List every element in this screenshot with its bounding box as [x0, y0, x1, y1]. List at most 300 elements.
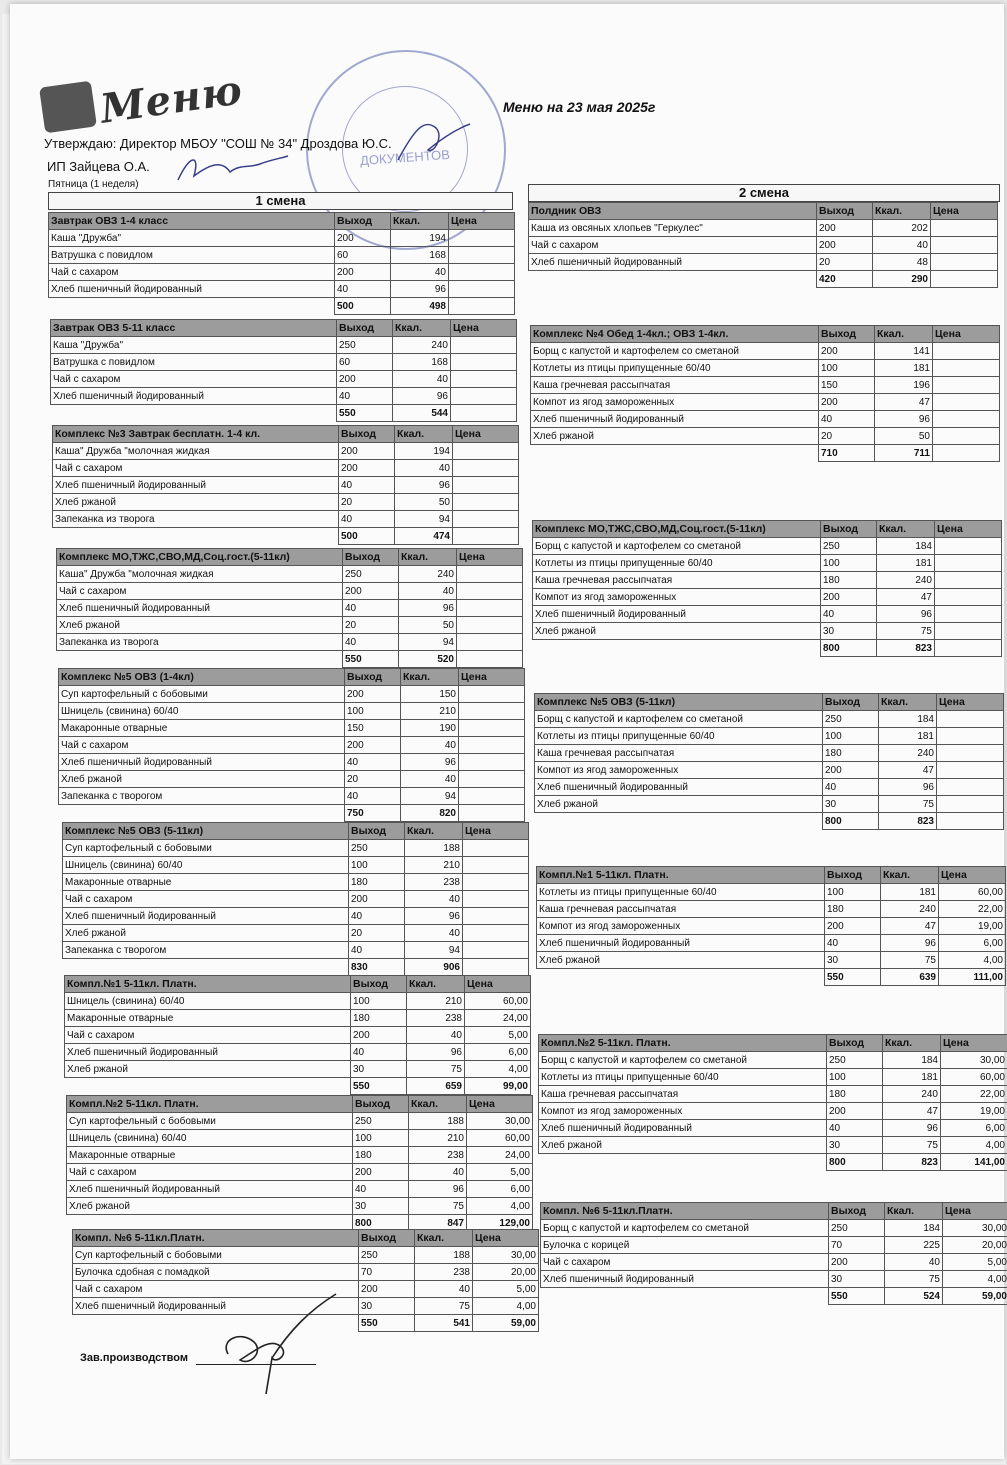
kcal-cell: 47	[875, 394, 933, 411]
table-row	[539, 1103, 1007, 1120]
price-cell	[931, 254, 998, 271]
total-portion: 500	[335, 298, 391, 315]
kcal-cell: 181	[881, 884, 939, 901]
column-header: Выход	[339, 426, 395, 443]
portion-cell: 150	[345, 720, 401, 737]
table-header-row	[539, 1035, 1007, 1052]
dish-name: Суп картофельный с бобовыми	[73, 1247, 359, 1264]
table-title: Комплекс №5 ОВЗ (5-11кл)	[535, 694, 823, 711]
table-row	[533, 555, 1002, 572]
total-price: 129,00	[467, 1215, 533, 1232]
shift2.tables.5-table	[538, 1034, 1007, 1171]
kcal-cell: 75	[883, 1137, 941, 1154]
table-row	[535, 762, 1004, 779]
total-kcal: 541	[415, 1315, 473, 1332]
kcal-cell: 40	[409, 1164, 467, 1181]
kcal-cell: 96	[399, 600, 457, 617]
price-cell: 6,00	[467, 1181, 533, 1198]
portion-cell: 100	[345, 703, 401, 720]
portion-cell: 200	[819, 394, 875, 411]
total-price	[453, 528, 519, 545]
price-cell: 6,00	[941, 1120, 1007, 1137]
kcal-cell: 40	[407, 1027, 465, 1044]
price-cell	[459, 686, 525, 703]
price-cell	[937, 711, 1004, 728]
table-row	[531, 360, 1000, 377]
column-header: Цена	[453, 426, 519, 443]
shift2.tables.2-table	[532, 520, 1002, 657]
total-kcal: 906	[405, 959, 463, 976]
dish-name: Борщ с капустой и картофелем со сметаной	[539, 1052, 827, 1069]
table-row	[59, 703, 525, 720]
total-portion: 420	[817, 271, 873, 288]
table-header-row	[533, 521, 1002, 538]
portion-cell: 30	[359, 1298, 415, 1315]
kcal-cell: 96	[879, 779, 937, 796]
total-spacer	[535, 813, 823, 830]
price-cell	[457, 583, 523, 600]
total-spacer	[529, 271, 817, 288]
column-header: Цена	[449, 213, 515, 230]
portion-cell: 100	[827, 1069, 883, 1086]
price-cell	[451, 337, 517, 354]
portion-cell: 40	[351, 1044, 407, 1061]
dish-name: Компот из ягод замороженных	[531, 394, 819, 411]
dish-name: Булочка с корицей	[541, 1237, 829, 1254]
dish-name: Каша" Дружба "молочная жидкая	[53, 443, 339, 460]
portion-cell: 180	[353, 1147, 409, 1164]
kcal-cell: 188	[415, 1247, 473, 1264]
price-cell	[935, 555, 1002, 572]
kcal-cell: 75	[409, 1198, 467, 1215]
kcal-cell: 50	[875, 428, 933, 445]
stamp-signature	[394, 110, 474, 170]
column-header: Выход	[819, 326, 875, 343]
price-cell	[937, 728, 1004, 745]
kcal-cell: 96	[409, 1181, 467, 1198]
price-cell	[457, 617, 523, 634]
kcal-cell: 210	[405, 857, 463, 874]
portion-cell: 180	[827, 1086, 883, 1103]
column-header: Выход	[359, 1230, 415, 1247]
total-row	[59, 805, 525, 822]
table-title: Комплекс №3 Завтрак бесплатн. 1-4 кл.	[53, 426, 339, 443]
kcal-cell: 40	[405, 891, 463, 908]
table-row	[67, 1113, 533, 1130]
dish-name: Чай с сахаром	[49, 264, 335, 281]
table-row	[529, 220, 998, 237]
total-spacer	[57, 651, 343, 668]
column-header: Ккал.	[873, 203, 931, 220]
table-title: Компл.№2 5-11кл. Платн.	[539, 1035, 827, 1052]
table-row	[51, 371, 517, 388]
total-spacer	[53, 528, 339, 545]
column-header: Ккал.	[395, 426, 453, 443]
shift1-header: 1 смена	[48, 192, 513, 210]
price-cell	[457, 600, 523, 617]
table-row	[537, 935, 1006, 952]
total-kcal: 823	[883, 1154, 941, 1171]
price-cell: 30,00	[941, 1052, 1007, 1069]
portion-cell: 40	[821, 606, 877, 623]
portion-cell: 200	[359, 1281, 415, 1298]
kcal-cell: 94	[395, 511, 453, 528]
table-row	[49, 247, 515, 264]
total-kcal: 498	[391, 298, 449, 315]
price-cell	[933, 428, 1000, 445]
dish-name: Каша гречневая рассыпчатая	[535, 745, 823, 762]
portion-cell: 200	[345, 686, 401, 703]
total-portion: 550	[829, 1288, 885, 1305]
kcal-cell: 96	[395, 477, 453, 494]
total-row	[539, 1154, 1007, 1171]
kcal-cell: 141	[875, 343, 933, 360]
shift2.tables.3-table	[534, 693, 1004, 830]
kcal-cell: 96	[881, 935, 939, 952]
kcal-cell: 75	[885, 1271, 943, 1288]
table-row	[53, 511, 519, 528]
portion-cell: 180	[821, 572, 877, 589]
column-header: Цена	[465, 976, 531, 993]
table-row	[49, 230, 515, 247]
portion-cell: 40	[353, 1181, 409, 1198]
dish-name: Каша из овсяных хлопьев "Геркулес"	[529, 220, 817, 237]
column-header: Цена	[939, 867, 1006, 884]
shift1.tables.7-table	[66, 1095, 533, 1232]
price-cell	[935, 623, 1002, 640]
total-portion: 550	[351, 1078, 407, 1095]
table-row	[533, 538, 1002, 555]
table-row	[59, 754, 525, 771]
kcal-cell: 40	[399, 583, 457, 600]
kcal-cell: 94	[401, 788, 459, 805]
portion-cell: 180	[825, 901, 881, 918]
table-row	[531, 428, 1000, 445]
table-row	[531, 394, 1000, 411]
table-header-row	[73, 1230, 539, 1247]
column-header: Цена	[473, 1230, 539, 1247]
kcal-cell: 40	[395, 460, 453, 477]
kcal-cell: 150	[401, 686, 459, 703]
portion-cell: 200	[817, 220, 873, 237]
kcal-cell: 188	[409, 1113, 467, 1130]
dish-name: Запеканка из творога	[53, 511, 339, 528]
table-row	[59, 737, 525, 754]
total-portion: 750	[345, 805, 401, 822]
price-cell	[453, 460, 519, 477]
table-row	[65, 1010, 531, 1027]
table-row	[531, 343, 1000, 360]
price-cell: 4,00	[939, 952, 1006, 969]
portion-cell: 200	[337, 371, 393, 388]
total-row	[535, 813, 1004, 830]
table-row	[51, 337, 517, 354]
price-cell	[449, 281, 515, 298]
kcal-cell: 238	[405, 874, 463, 891]
dish-name: Хлеб ржаной	[533, 623, 821, 640]
price-cell: 30,00	[473, 1247, 539, 1264]
total-price	[451, 405, 517, 422]
price-cell: 60,00	[465, 993, 531, 1010]
portion-cell: 250	[353, 1113, 409, 1130]
column-header: Цена	[941, 1035, 1007, 1052]
dish-name: Компот из ягод замороженных	[535, 762, 823, 779]
price-cell	[937, 779, 1004, 796]
total-row	[49, 298, 515, 315]
table-title: Комплекс №5 ОВЗ (5-11кл)	[63, 823, 349, 840]
portion-cell: 40	[337, 388, 393, 405]
price-cell	[459, 720, 525, 737]
table-row	[65, 1061, 531, 1078]
portion-cell: 40	[339, 511, 395, 528]
dish-name: Чай с сахаром	[53, 460, 339, 477]
table-row	[51, 388, 517, 405]
portion-cell: 250	[823, 711, 879, 728]
total-kcal: 520	[399, 651, 457, 668]
total-spacer	[541, 1288, 829, 1305]
portion-cell: 200	[353, 1164, 409, 1181]
portion-cell: 200	[823, 762, 879, 779]
kcal-cell: 184	[877, 538, 935, 555]
table-row	[53, 443, 519, 460]
price-cell: 19,00	[941, 1103, 1007, 1120]
price-cell	[459, 788, 525, 805]
dish-name: Хлеб ржаной	[531, 428, 819, 445]
table-row	[63, 857, 529, 874]
price-cell	[935, 589, 1002, 606]
kcal-cell: 47	[879, 762, 937, 779]
column-header: Ккал.	[877, 521, 935, 538]
shift1.tables.3-table	[56, 548, 523, 668]
table-row	[533, 589, 1002, 606]
kcal-cell: 225	[885, 1237, 943, 1254]
table-row	[53, 494, 519, 511]
kcal-cell: 238	[415, 1264, 473, 1281]
table-row	[57, 583, 523, 600]
table-header-row	[59, 669, 525, 686]
price-cell	[451, 388, 517, 405]
dish-name: Чай с сахаром	[529, 237, 817, 254]
dish-name: Макаронные отварные	[65, 1010, 351, 1027]
total-kcal: 290	[873, 271, 931, 288]
dish-name: Суп картофельный с бобовыми	[59, 686, 345, 703]
dish-name: Каша гречневая рассыпчатая	[539, 1086, 827, 1103]
portion-cell: 100	[819, 360, 875, 377]
table-title: Комплекс №4 Обед 1-4кл.; ОВЗ 1-4кл.	[531, 326, 819, 343]
table-row	[539, 1069, 1007, 1086]
table-header-row	[49, 213, 515, 230]
dish-name: Котлеты из птицы припущенные 60/40	[531, 360, 819, 377]
column-header: Выход	[817, 203, 873, 220]
table-row	[541, 1254, 1007, 1271]
kcal-cell: 75	[881, 952, 939, 969]
total-price	[933, 445, 1000, 462]
dish-name: Чай с сахаром	[59, 737, 345, 754]
table-row	[63, 942, 529, 959]
dish-name: Хлеб пшеничный йодированный	[53, 477, 339, 494]
portion-cell: 20	[349, 925, 405, 942]
dish-name: Чай с сахаром	[57, 583, 343, 600]
table-title: Компл.№2 5-11кл. Платн.	[67, 1096, 353, 1113]
dish-name: Хлеб пшеничный йодированный	[539, 1120, 827, 1137]
dish-name: Хлеб пшеничный йодированный	[57, 600, 343, 617]
portion-cell: 70	[829, 1237, 885, 1254]
total-portion: 800	[353, 1215, 409, 1232]
dish-name: Каша "Дружба"	[51, 337, 337, 354]
kcal-cell: 181	[875, 360, 933, 377]
total-price	[937, 813, 1004, 830]
price-cell	[931, 237, 998, 254]
total-kcal: 711	[875, 445, 933, 462]
total-price	[935, 640, 1002, 657]
total-price: 59,00	[943, 1288, 1007, 1305]
dish-name: Чай с сахаром	[63, 891, 349, 908]
price-cell	[453, 511, 519, 528]
director-signature	[170, 146, 290, 192]
dish-name: Хлеб ржаной	[59, 771, 345, 788]
portion-cell: 180	[351, 1010, 407, 1027]
portion-cell: 30	[827, 1137, 883, 1154]
kcal-cell: 184	[885, 1220, 943, 1237]
portion-cell: 200	[339, 460, 395, 477]
table-title: Компл.№1 5-11кл. Платн.	[537, 867, 825, 884]
portion-cell: 100	[353, 1130, 409, 1147]
kcal-cell: 40	[405, 925, 463, 942]
price-cell: 22,00	[941, 1086, 1007, 1103]
total-kcal: 823	[877, 640, 935, 657]
portion-cell: 60	[335, 247, 391, 264]
table-title: Компл. №6 5-11кл.Платн.	[73, 1230, 359, 1247]
dish-name: Хлеб пшеничный йодированный	[65, 1044, 351, 1061]
table-row	[535, 745, 1004, 762]
portion-cell: 30	[823, 796, 879, 813]
column-header: Ккал.	[401, 669, 459, 686]
total-portion: 830	[349, 959, 405, 976]
dish-name: Ватрушка с повидлом	[51, 354, 337, 371]
portion-cell: 40	[819, 411, 875, 428]
dish-name: Каша гречневая рассыпчатая	[531, 377, 819, 394]
dish-name: Запеканка с творогом	[63, 942, 349, 959]
dish-name: Хлеб ржаной	[63, 925, 349, 942]
table-header-row	[535, 694, 1004, 711]
table-row	[59, 686, 525, 703]
table-row	[57, 617, 523, 634]
table-row	[65, 1044, 531, 1061]
table-header-row	[51, 320, 517, 337]
table-row	[67, 1198, 533, 1215]
price-cell	[463, 857, 529, 874]
kcal-cell: 40	[401, 737, 459, 754]
dish-name: Запеканка из творога	[57, 634, 343, 651]
price-cell	[459, 703, 525, 720]
dish-name: Каша гречневая рассыпчатая	[533, 572, 821, 589]
kcal-cell: 240	[883, 1086, 941, 1103]
portion-cell: 70	[359, 1264, 415, 1281]
table-header-row	[65, 976, 531, 993]
total-kcal: 639	[881, 969, 939, 986]
total-row	[53, 528, 519, 545]
portion-cell: 200	[335, 230, 391, 247]
kcal-cell: 75	[407, 1061, 465, 1078]
table-header-row	[529, 203, 998, 220]
total-price	[449, 298, 515, 315]
total-kcal: 659	[407, 1078, 465, 1095]
total-row	[63, 959, 529, 976]
dish-name: Хлеб пшеничный йодированный	[49, 281, 335, 298]
table-row	[63, 840, 529, 857]
total-portion: 800	[827, 1154, 883, 1171]
kcal-cell: 47	[881, 918, 939, 935]
kcal-cell: 47	[883, 1103, 941, 1120]
total-spacer	[59, 805, 345, 822]
dish-name: Хлеб ржаной	[53, 494, 339, 511]
table-row	[49, 281, 515, 298]
kcal-cell: 202	[873, 220, 931, 237]
column-header: Ккал.	[415, 1230, 473, 1247]
dish-name: Шницель (свинина) 60/40	[63, 857, 349, 874]
dish-name: Макаронные отварные	[59, 720, 345, 737]
price-cell	[463, 925, 529, 942]
dish-name: Макаронные отварные	[67, 1147, 353, 1164]
kcal-cell: 96	[401, 754, 459, 771]
table-row	[67, 1130, 533, 1147]
total-kcal: 847	[409, 1215, 467, 1232]
price-cell: 4,00	[943, 1271, 1007, 1288]
total-portion: 710	[819, 445, 875, 462]
table-row	[53, 460, 519, 477]
shift1.tables.2-table	[52, 425, 519, 545]
portion-cell: 60	[337, 354, 393, 371]
total-price	[463, 959, 529, 976]
total-price	[931, 271, 998, 288]
kcal-cell: 168	[391, 247, 449, 264]
table-row	[537, 901, 1006, 918]
table-header-row	[67, 1096, 533, 1113]
table-row	[73, 1264, 539, 1281]
price-cell	[457, 634, 523, 651]
total-portion: 800	[821, 640, 877, 657]
total-row	[537, 969, 1006, 986]
shift2.tables.0-table	[528, 202, 998, 288]
dish-name: Чай с сахаром	[65, 1027, 351, 1044]
total-spacer	[49, 298, 335, 315]
table-row	[541, 1220, 1007, 1237]
table-row	[537, 918, 1006, 935]
dish-name: Шницель (свинина) 60/40	[65, 993, 351, 1010]
dish-name: Хлеб пшеничный йодированный	[63, 908, 349, 925]
portion-cell: 200	[819, 343, 875, 360]
column-header: Выход	[825, 867, 881, 884]
shift1.tables.4-table	[58, 668, 525, 822]
total-portion: 550	[359, 1315, 415, 1332]
price-cell	[453, 443, 519, 460]
table-header-row	[53, 426, 519, 443]
dish-name: Котлеты из птицы припущенные 60/40	[535, 728, 823, 745]
price-cell: 22,00	[939, 901, 1006, 918]
portion-cell: 250	[827, 1052, 883, 1069]
price-cell: 20,00	[943, 1237, 1007, 1254]
dish-name: Чай с сахаром	[541, 1254, 829, 1271]
portion-cell: 200	[349, 891, 405, 908]
portion-cell: 100	[823, 728, 879, 745]
dish-name: Чай с сахаром	[51, 371, 337, 388]
shift1.tables.1-table	[50, 319, 517, 422]
total-row	[529, 271, 998, 288]
shift2.tables.4-table	[536, 866, 1006, 986]
portion-cell: 40	[825, 935, 881, 952]
column-header: Цена	[459, 669, 525, 686]
table-row	[63, 874, 529, 891]
